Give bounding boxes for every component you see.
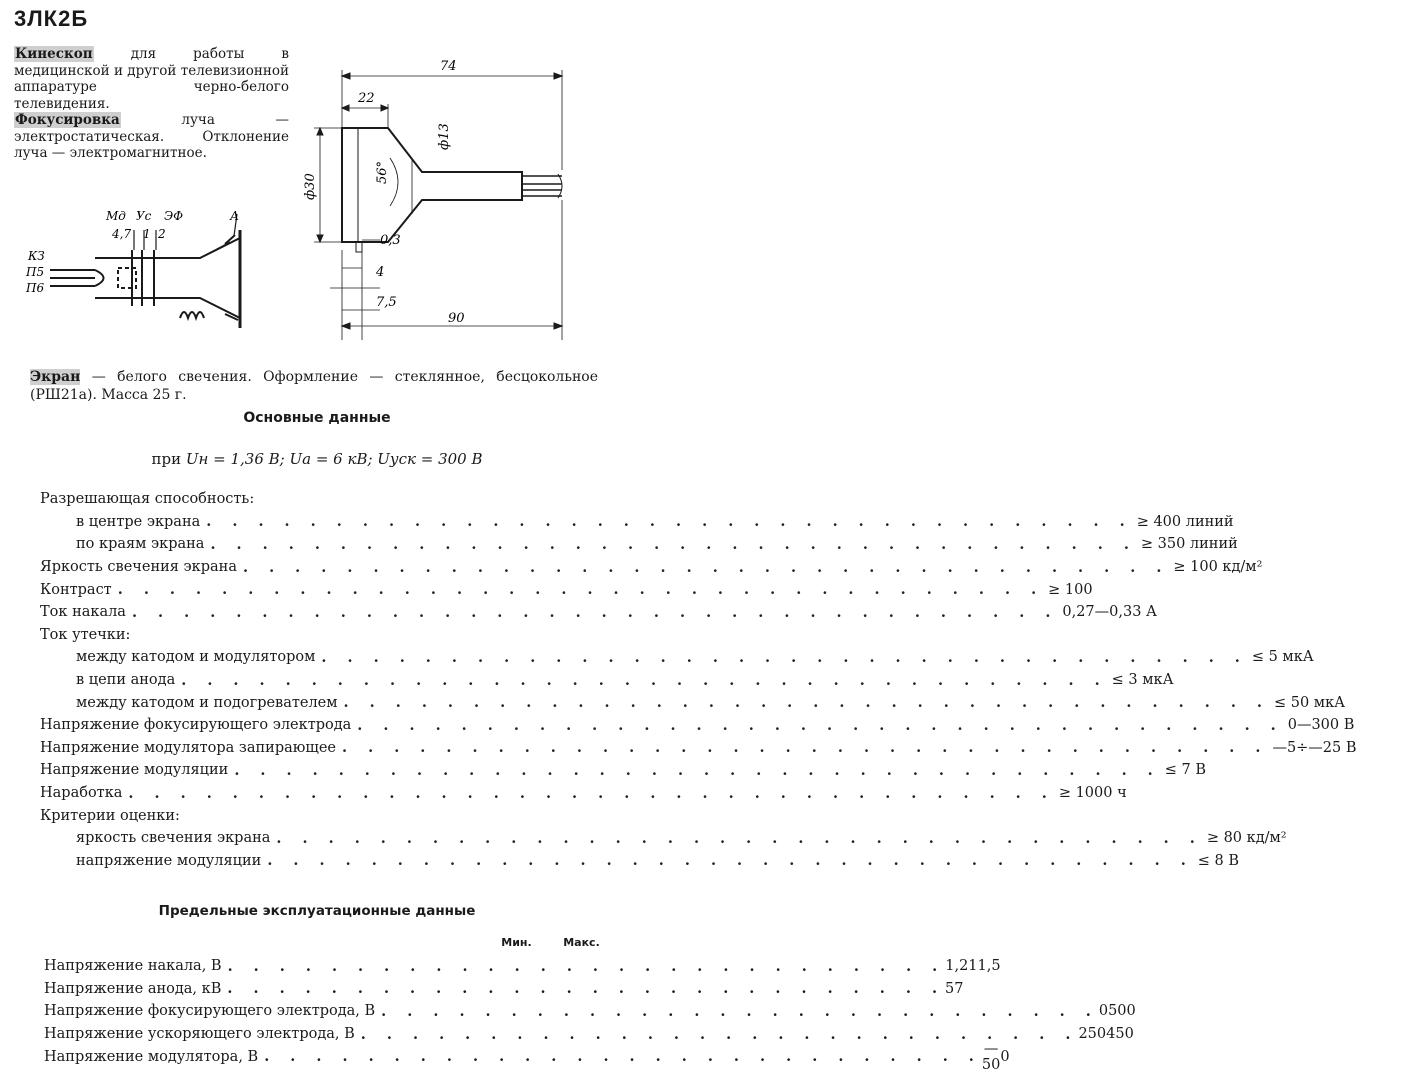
dim-4: 4 — [376, 265, 385, 280]
limits-column-headers — [484, 936, 614, 949]
leader-dots: . . . . . . . . . . . . . . . . . . . . . . . . . . . . — [264, 1048, 982, 1066]
dim-d13: ф13 — [437, 123, 452, 150]
intro-rest-2: луча — электростатическая. Отклонение луча — электромагнитное. — [14, 112, 289, 161]
param-label: между катодом и модулятором — [76, 649, 316, 666]
leader-dots: . . . . . . . . . . . . . . . . . . . . . . . . . . . . . . . . . . . . — [276, 829, 1203, 847]
limits-table — [44, 955, 1136, 1073]
leader-dots: . . . . . . . . . . . . . . . . . . . . . . . . . . . . . . . . . . . . — [342, 739, 1269, 757]
param-label: Напряжение модулятора запирающее — [40, 739, 337, 756]
leader-dots: . . . . . . . . . . . . . . . . . . . . . . . . . . . . — [360, 1025, 1079, 1043]
leader-dots: . . . . . . . . . . . . . . . . . . . . . . . . . . . . . . . . . . . . — [234, 761, 1161, 779]
param-row — [40, 601, 1158, 624]
param-value: 0—300 В — [1287, 717, 1355, 734]
tube-title: 3ЛК2Б — [14, 6, 89, 31]
limits-row — [44, 1023, 1134, 1046]
param-row — [40, 759, 1206, 782]
param-label: в цепи анода — [76, 672, 176, 689]
param-label: Напряжение фокусирующего электрода — [40, 717, 352, 734]
param-value: ≤ 3 мкА — [1111, 672, 1174, 689]
param-row — [40, 556, 1263, 579]
param-row — [40, 737, 1357, 760]
dim-d30: ф30 — [303, 173, 318, 200]
param-row — [40, 511, 1234, 534]
param-value: ≥ 350 линий — [1140, 536, 1238, 553]
param-row — [40, 578, 1093, 601]
intro-lead-1: Кинескоп — [15, 46, 93, 62]
main-params-list — [40, 488, 1357, 872]
intro-text — [14, 46, 289, 162]
param-value: ≤ 5 мкА — [1251, 649, 1314, 666]
label-pin-mod: 4,7 — [112, 227, 132, 241]
limits-label: Напряжение фокусирующего электрода, В — [44, 1003, 376, 1020]
param-value: ≥ 80 кд/м² — [1206, 830, 1287, 847]
main-data-heading: Основные данные — [243, 410, 391, 426]
limits-row — [44, 1000, 1136, 1023]
param-label: в центре экрана — [76, 513, 201, 530]
label-md: Мд — [106, 209, 126, 223]
param-label: яркость свечения экрана — [76, 830, 271, 847]
limits-label: Напряжение модулятора, В — [44, 1048, 259, 1065]
screen-lead: Экран — [30, 369, 81, 385]
leader-dots: . . . . . . . . . . . . . . . . . . . . . . . . . . . . . . . . . . . . — [206, 513, 1133, 531]
label-ef: ЭФ — [164, 209, 184, 223]
label-p5: П5 — [26, 265, 45, 279]
param-row — [40, 850, 1239, 873]
dim-90: 90 — [448, 311, 465, 326]
leader-dots: . . . . . . . . . . . . . . . . . . . . . . . . . . . . — [227, 957, 946, 975]
conditions-text: Uн = 1,36 В; Uа = 6 кВ; Uуск = 300 В — [185, 450, 483, 468]
param-row — [40, 533, 1238, 556]
param-value: —5÷—25 В — [1272, 739, 1357, 756]
limits-min-header: Мин. — [501, 936, 532, 949]
label-pin-ef: 2 — [158, 227, 166, 241]
limits-max-header: Макс. — [563, 936, 600, 949]
param-label: Критерии оценки: — [40, 807, 180, 824]
intro-paragraph-2 — [14, 112, 289, 162]
param-label: Ток утечки: — [40, 626, 131, 643]
param-value: 0,27—0,33 А — [1062, 604, 1158, 621]
param-row — [40, 691, 1346, 714]
param-value: ≥ 1000 ч — [1058, 785, 1127, 802]
intro-rest-1: для работы в медицинской и другой телевизионной аппаратуре черно-белого телевидения. — [14, 46, 289, 112]
limits-max-value: 450 — [1106, 1026, 1134, 1043]
param-row — [40, 669, 1174, 692]
label-us: Ус — [136, 209, 152, 223]
param-value: ≤ 8 В — [1197, 852, 1239, 869]
screen-rest: — белого свечения. Оформление — стеклянное, бесцокольное (РШ21а). Масса 25 г. — [30, 369, 598, 403]
leader-dots: . . . . . . . . . . . . . . . . . . . . . . . . . . . . . . . . . . . . — [210, 535, 1137, 553]
conditions-prefix: при — [151, 450, 186, 468]
leader-dots: . . . . . . . . . . . . . . . . . . . . . . . . . . . . — [381, 1002, 1099, 1020]
param-label: Разрешающая способность: — [40, 491, 255, 508]
leader-dots: . . . . . . . . . . . . . . . . . . . . . . . . . . . . . . . . . . . . — [357, 716, 1284, 734]
dim-75: 7,5 — [376, 295, 397, 310]
limits-row — [44, 955, 1001, 978]
limits-label: Напряжение анода, кВ — [44, 980, 222, 997]
dim-03: 0,3 — [380, 233, 401, 248]
param-value: ≥ 400 линий — [1136, 513, 1234, 530]
param-label: Ток накала — [40, 604, 126, 621]
leader-dots: . . . . . . . . . . . . . . . . . . . . . . . . . . . . . . . . . . . . — [117, 581, 1045, 599]
screen-description — [30, 368, 598, 404]
param-label: между катодом и подогревателем — [76, 694, 338, 711]
intro-lead-2: Фокусировка — [15, 112, 120, 128]
limits-max-value: 0 — [1000, 1048, 1010, 1065]
param-label: напряжение модуляции — [76, 852, 262, 869]
leader-dots: . . . . . . . . . . . . . . . . . . . . . . . . . . . . . . . . . . . . — [321, 648, 1248, 666]
leader-dots: . . . . . . . . . . . . . . . . . . . . . . . . . . . . . . . . . . . . — [181, 671, 1108, 689]
leader-dots: . . . . . . . . . . . . . . . . . . . . . . . . . . . . . . . . . . . . — [242, 558, 1170, 576]
dim-angle: 56° — [375, 160, 390, 184]
limits-label: Напряжение ускоряющего электрода, В — [44, 1026, 355, 1043]
param-row — [40, 624, 600, 647]
param-label: Напряжение модуляции — [40, 762, 229, 779]
param-row — [40, 488, 600, 511]
param-label: Наработка — [40, 785, 123, 802]
limits-min-value: 0 — [1098, 1003, 1109, 1020]
param-value: ≤ 7 В — [1164, 762, 1206, 779]
label-p6: П6 — [26, 281, 45, 295]
param-row — [40, 782, 1127, 805]
leader-dots: . . . . . . . . . . . . . . . . . . . . . . . . . . . . — [227, 980, 946, 998]
param-label: Яркость свечения экрана — [40, 559, 237, 576]
param-label: Контраст — [40, 581, 112, 598]
leader-dots: . . . . . . . . . . . . . . . . . . . . . . . . . . . . . . . . . . . . — [128, 784, 1055, 802]
leader-dots: . . . . . . . . . . . . . . . . . . . . . . . . . . . . . . . . . . . . — [343, 694, 1270, 712]
param-label: по краям экрана — [76, 536, 205, 553]
label-a: А — [230, 209, 240, 223]
param-row — [40, 827, 1287, 850]
leader-dots: . . . . . . . . . . . . . . . . . . . . . . . . . . . . . . . . . . . . — [131, 603, 1059, 621]
param-value: ≤ 50 мкА — [1273, 694, 1346, 711]
limits-row — [44, 978, 964, 1001]
param-value: ≥ 100 кд/м² — [1173, 559, 1263, 576]
label-kz: КЗ — [28, 249, 45, 263]
param-row — [40, 804, 600, 827]
limits-row — [44, 1040, 1010, 1073]
dim-74: 74 — [440, 59, 457, 74]
limits-max-value: 500 — [1108, 1003, 1136, 1020]
limits-min-value: 1,21 — [945, 958, 978, 975]
dimension-drawing — [300, 50, 600, 340]
limits-min-value: —50 — [981, 1040, 1001, 1073]
param-row — [40, 646, 1314, 669]
param-row — [40, 714, 1355, 737]
intro-paragraph-1 — [14, 46, 289, 112]
limits-max-value: 7 — [954, 980, 964, 997]
conditions-line — [0, 450, 634, 468]
dim-22: 22 — [358, 91, 375, 106]
limits-heading: Предельные эксплуатационные данные — [158, 903, 476, 919]
leader-dots: . . . . . . . . . . . . . . . . . . . . . . . . . . . . . . . . . . . . — [267, 852, 1194, 870]
limits-min-value: 250 — [1078, 1026, 1107, 1043]
limits-label: Напряжение накала, В — [44, 958, 222, 975]
electrode-schematic — [26, 200, 280, 340]
label-pin-us: 1 — [143, 227, 151, 241]
limits-max-value: 1,5 — [977, 958, 1001, 975]
param-value: ≥ 100 — [1048, 581, 1093, 598]
limits-min-value: 5 — [945, 980, 955, 997]
